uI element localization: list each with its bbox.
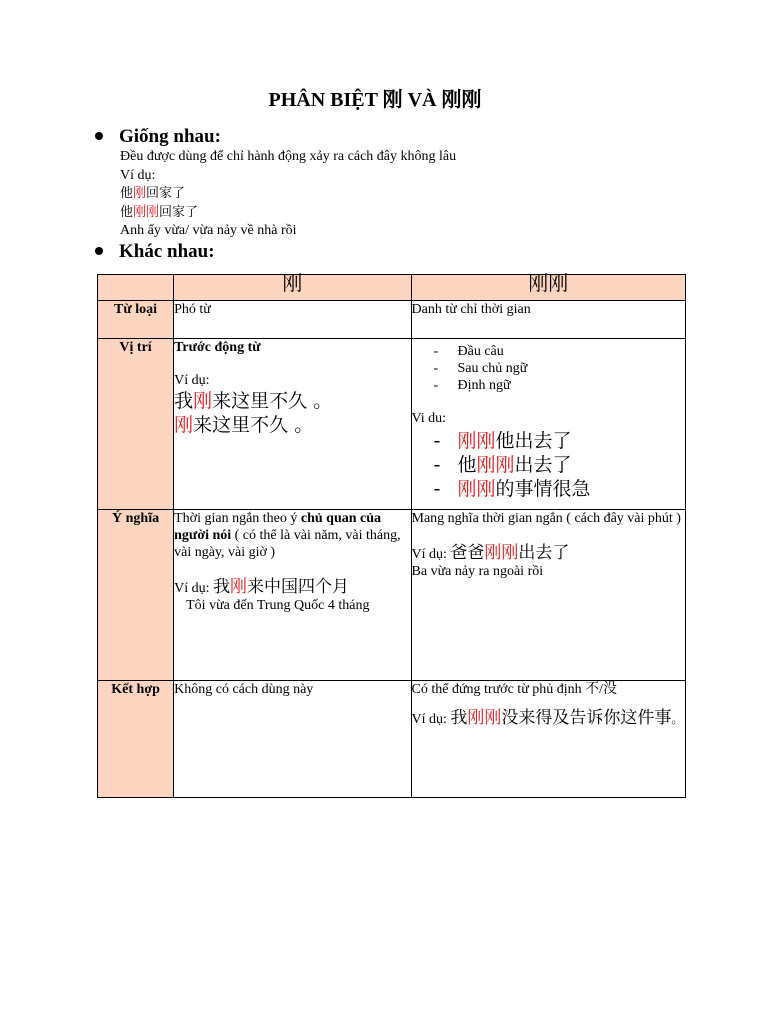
cell-vitri-ganggang bbox=[411, 339, 685, 510]
example-label: Ví dụ: bbox=[174, 581, 214, 596]
meaning-example bbox=[174, 579, 410, 597]
similar-translation: Anh ấy vừa/ vừa nảy về nhà rồi bbox=[120, 223, 297, 238]
highlight-text: 刚刚 bbox=[133, 204, 160, 220]
example-label: Ví dụ: bbox=[411, 712, 451, 727]
example-label: Ví dụ: bbox=[411, 547, 451, 562]
similar-description: Đều được dùng để chỉ hành động xảy ra cách đây không lâu bbox=[120, 149, 457, 164]
different-heading-text: Khác nhau: bbox=[119, 241, 215, 262]
example-label: Vi du: bbox=[411, 411, 447, 426]
list-item: - Đầu câu bbox=[434, 343, 685, 360]
bullet-dot-icon bbox=[95, 247, 103, 255]
list-item: - Sau chủ ngữ bbox=[434, 360, 685, 377]
example-text: 的事情很急 bbox=[495, 478, 591, 500]
highlight-text: 刚刚 bbox=[484, 543, 519, 563]
highlight-text: 刚刚 bbox=[457, 478, 496, 500]
position-title: Trước động từ bbox=[174, 340, 261, 355]
example-text: 出去了 bbox=[518, 543, 570, 563]
cell-kethop-gang: Không có cách dùng này bbox=[174, 681, 411, 798]
meaning-text-part: Thời gian ngắn theo ý bbox=[174, 511, 301, 526]
highlight-text: 刚刚 bbox=[457, 430, 496, 452]
comparison-table bbox=[97, 271, 686, 798]
example-text: 他 bbox=[120, 204, 134, 220]
similar-example-label: Ví dụ: bbox=[120, 167, 156, 183]
row-label-kethop: Kết hợp bbox=[98, 681, 174, 798]
example-text: 回家了 bbox=[146, 186, 186, 201]
example-text: 来中国四个月 bbox=[247, 577, 350, 597]
cell-tuloai-ganggang: Danh từ chỉ thời gian bbox=[411, 301, 685, 339]
vitri-example-1 bbox=[174, 389, 410, 413]
cell-vitri-gang bbox=[174, 339, 411, 510]
similar-example-1 bbox=[120, 185, 456, 204]
list-item: - 他刚刚出去了 bbox=[433, 454, 572, 476]
example-text: 他 bbox=[120, 186, 134, 201]
list-item: - 刚刚他出去了 bbox=[433, 430, 572, 452]
example-text: 来这里不久 bbox=[193, 414, 289, 436]
header-ganggang: 刚刚 bbox=[411, 275, 685, 301]
list-item: - Định ngữ bbox=[434, 377, 685, 394]
combination-text: Có thể đứng trước từ phủ định 不/没 bbox=[411, 682, 618, 697]
example-text: 爸爸 bbox=[450, 543, 485, 563]
header-empty-cell bbox=[98, 275, 174, 301]
meaning-text-part: ( có thể là vài năm, vài tháng, vài ngày, vài giờ ) bbox=[174, 528, 401, 560]
example-text: 出去了 bbox=[514, 454, 572, 476]
row-label-tuloai: Từ loại bbox=[98, 301, 174, 339]
highlight-text: 刚 bbox=[230, 577, 248, 597]
position-list bbox=[412, 343, 685, 394]
meaning-translation: Ba vừa nảy ra ngoài rồi bbox=[411, 564, 544, 579]
vitri-example-2 bbox=[174, 413, 410, 437]
table-row-ynghia bbox=[98, 510, 686, 681]
highlight-text: 刚 bbox=[174, 414, 194, 436]
list-item: - 刚刚的事情很急 bbox=[433, 478, 591, 500]
example-text: 我 bbox=[213, 577, 231, 597]
row-label-ynghia: Ý nghĩa bbox=[98, 510, 174, 681]
highlight-text: 刚刚 bbox=[467, 708, 502, 728]
table-row-tuloai bbox=[98, 301, 686, 339]
highlight-text: 刚刚 bbox=[476, 454, 515, 476]
example-text: 他出去了 bbox=[495, 430, 572, 452]
similar-example-2 bbox=[120, 204, 456, 223]
table-row-kethop bbox=[98, 681, 686, 798]
table-row-vitri bbox=[98, 339, 686, 510]
similar-heading bbox=[95, 125, 221, 149]
meaning-text: Mang nghĩa thời gian ngắn ( cách đây vài phút ) bbox=[411, 511, 681, 526]
highlight-text: 刚 bbox=[133, 186, 147, 201]
meaning-text-bold: chủ quan của người nói bbox=[174, 511, 382, 543]
combination-example bbox=[412, 710, 685, 728]
similar-section bbox=[120, 148, 456, 241]
example-label: Ví dụ: bbox=[174, 373, 210, 388]
header-gang: 刚 bbox=[174, 275, 411, 301]
example-text: 。 bbox=[294, 414, 314, 436]
example-text: 他 bbox=[457, 454, 477, 476]
bullet-dot-icon bbox=[95, 132, 103, 140]
meaning-example bbox=[412, 545, 685, 563]
similar-heading-text: Giống nhau: bbox=[119, 126, 221, 147]
example-text: 我 bbox=[174, 390, 194, 412]
ganggang-example-list bbox=[412, 429, 685, 501]
meaning-text bbox=[174, 510, 410, 561]
example-text: 我 bbox=[450, 708, 468, 728]
cell-kethop-ganggang bbox=[411, 681, 685, 798]
table-header-row bbox=[98, 275, 686, 301]
example-text: 。 bbox=[671, 712, 684, 726]
different-heading bbox=[95, 240, 215, 264]
example-text: 来这里不久 bbox=[212, 390, 308, 412]
cell-ynghia-gang bbox=[174, 510, 411, 681]
page-title: PHÂN BIỆT 刚 VÀ 刚刚 bbox=[268, 89, 482, 111]
cell-ynghia-ganggang bbox=[411, 510, 685, 681]
example-text: 回家了 bbox=[159, 204, 199, 220]
example-text: 没来得及告诉你这件事 bbox=[501, 708, 672, 728]
meaning-translation: Tôi vừa đến Trung Quốc 4 tháng bbox=[186, 598, 370, 613]
example-text: 。 bbox=[313, 390, 333, 412]
row-label-vitri: Vị trí bbox=[98, 339, 174, 510]
highlight-text: 刚 bbox=[193, 390, 213, 412]
cell-tuloai-gang: Phó từ bbox=[174, 301, 411, 339]
